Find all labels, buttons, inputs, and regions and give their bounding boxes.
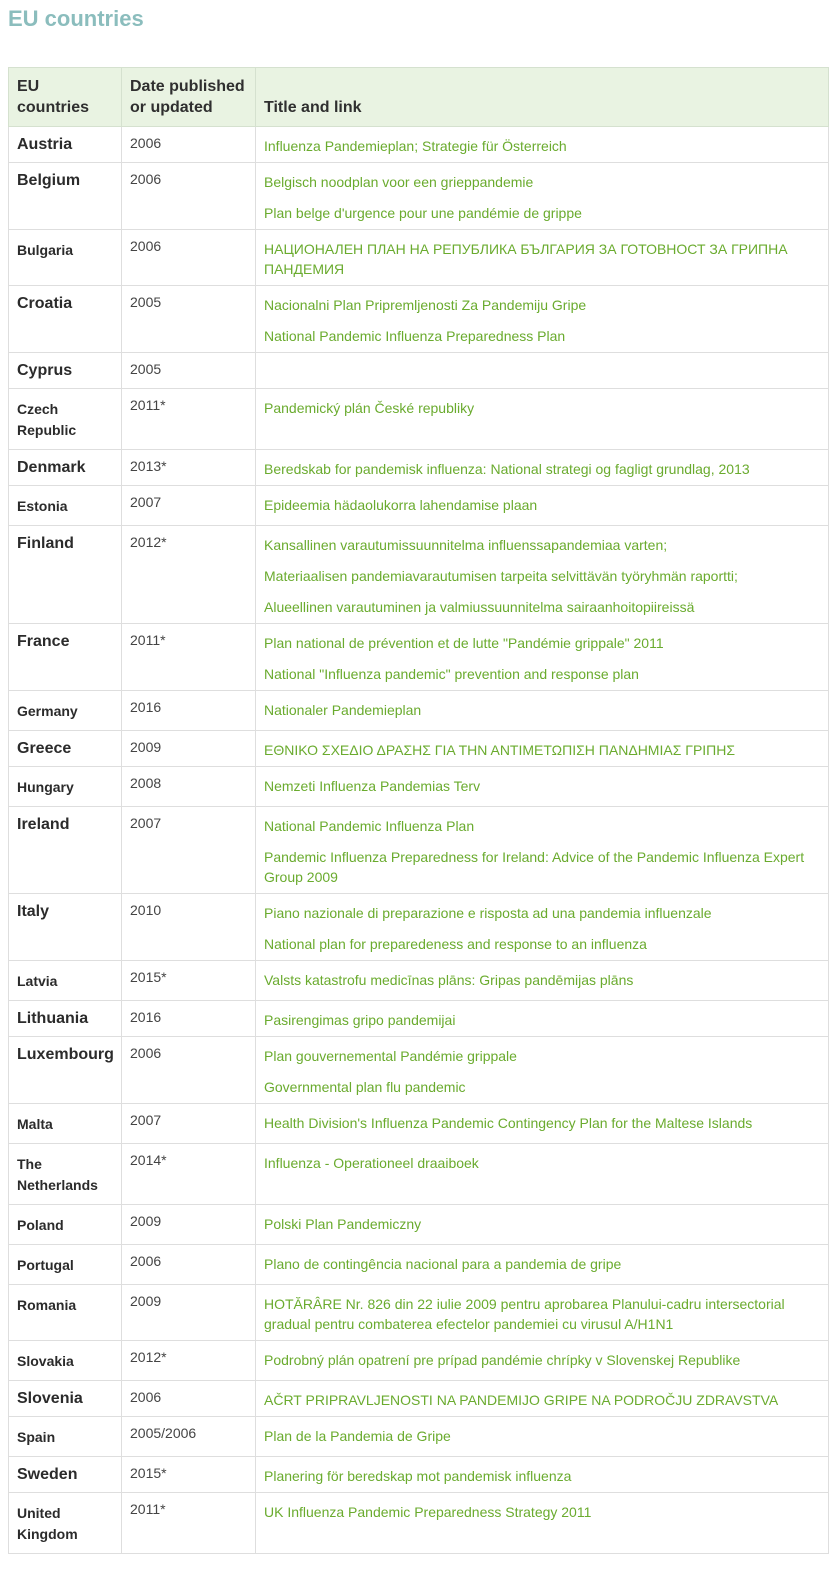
country-cell: Latvia — [9, 961, 122, 1001]
table-body — [9, 127, 829, 1554]
title-links-cell — [256, 894, 829, 961]
table-row — [9, 961, 829, 1001]
title-links-cell — [256, 1037, 829, 1104]
table-row — [9, 286, 829, 353]
country-cell: United Kingdom — [9, 1493, 122, 1554]
date-cell: 2007 — [122, 807, 256, 894]
date-cell: 2006 — [122, 1245, 256, 1285]
plan-link[interactable]: HOTĂRÂRE Nr. 826 din 22 iulie 2009 pentru aprobarea Planului-cadru intersectorial gradual pentru combaterea efectelor pandemiei cu virusul A/H1N1 — [264, 1296, 785, 1332]
date-cell: 2006 — [122, 230, 256, 286]
plan-link[interactable]: Plan national de prévention et de lutte "Pandémie grippale" 2011 — [264, 635, 664, 651]
table-row — [9, 691, 829, 731]
date-cell: 2006 — [122, 1037, 256, 1104]
title-links-cell — [256, 1417, 829, 1457]
country-cell: Estonia — [9, 486, 122, 526]
country-cell: Finland — [9, 526, 122, 624]
title-links-cell — [256, 624, 829, 691]
date-cell: 2016 — [122, 691, 256, 731]
table-row — [9, 731, 829, 767]
country-cell: Germany — [9, 691, 122, 731]
plan-link[interactable]: НАЦИОНАЛЕН ПЛАН НА РЕПУБЛИКА БЪЛГАРИЯ ЗА ГОТОВНОСТ ЗА ГРИПНА ПАНДЕМИЯ — [264, 241, 788, 277]
country-cell: Lithuania — [9, 1001, 122, 1037]
table-row — [9, 450, 829, 486]
table-row — [9, 624, 829, 691]
table-row — [9, 807, 829, 894]
country-cell: Czech Republic — [9, 389, 122, 450]
date-cell: 2015* — [122, 1457, 256, 1493]
table-row — [9, 1381, 829, 1417]
plan-link[interactable]: Materiaalisen pandemiavarautumisen tarpeita selvittävän työryhmän raportti; — [264, 568, 738, 584]
date-cell: 2016 — [122, 1001, 256, 1037]
date-cell: 2005/2006 — [122, 1417, 256, 1457]
table-row — [9, 1144, 829, 1205]
country-cell: Sweden — [9, 1457, 122, 1493]
plan-link[interactable]: Valsts katastrofu medicīnas plāns: Gripas pandēmijas plāns — [264, 972, 634, 988]
country-cell: Bulgaria — [9, 230, 122, 286]
title-links-cell — [256, 1457, 829, 1493]
country-cell: Cyprus — [9, 353, 122, 389]
country-cell: Belgium — [9, 163, 122, 230]
title-links-cell — [256, 1001, 829, 1037]
date-cell: 2011* — [122, 1493, 256, 1554]
title-links-cell — [256, 1493, 829, 1554]
country-cell: Croatia — [9, 286, 122, 353]
table-row — [9, 1417, 829, 1457]
country-cell: Denmark — [9, 450, 122, 486]
plan-link[interactable]: Piano nazionale di preparazione e risposta ad una pandemia influenzale — [264, 905, 712, 921]
title-links-cell — [256, 526, 829, 624]
table-row — [9, 389, 829, 450]
title-links-cell — [256, 1285, 829, 1341]
plan-link[interactable]: Nationaler Pandemieplan — [264, 702, 422, 718]
country-cell: Slovenia — [9, 1381, 122, 1417]
plan-link[interactable]: Podrobný plán opatrení pre prípad pandémie chrípky v Slovenskej Republike — [264, 1352, 741, 1368]
table-row — [9, 230, 829, 286]
table-row — [9, 163, 829, 230]
date-cell: 2007 — [122, 486, 256, 526]
title-links-cell — [256, 1104, 829, 1144]
plan-link[interactable]: Beredskab for pandemisk influenza: National strategi og fagligt grundlag, 2013 — [264, 461, 750, 477]
plan-link[interactable]: National Pandemic Influenza Preparedness Plan — [264, 328, 566, 344]
plan-link[interactable]: Influenza - Operationeel draaiboek — [264, 1155, 479, 1171]
date-cell: 2013* — [122, 450, 256, 486]
table-row — [9, 1001, 829, 1037]
country-cell: Slovakia — [9, 1341, 122, 1381]
plan-link[interactable]: Nemzeti Influenza Pandemias Terv — [264, 778, 481, 794]
title-links-cell — [256, 691, 829, 731]
table-header-row — [9, 68, 829, 127]
title-links-cell — [256, 1381, 829, 1417]
date-cell: 2006 — [122, 1381, 256, 1417]
table-row — [9, 526, 829, 624]
country-cell: Italy — [9, 894, 122, 961]
title-links-cell — [256, 450, 829, 486]
country-cell: Poland — [9, 1205, 122, 1245]
date-cell: 2012* — [122, 526, 256, 624]
table-row — [9, 1493, 829, 1554]
plan-link[interactable]: Plano de contingência nacional para a pandemia de gripe — [264, 1256, 622, 1272]
table-row — [9, 1285, 829, 1341]
date-cell: 2011* — [122, 389, 256, 450]
date-cell: 2009 — [122, 1285, 256, 1341]
table-row — [9, 767, 829, 807]
title-links-cell — [256, 1144, 829, 1205]
date-cell: 2007 — [122, 1104, 256, 1144]
table-row — [9, 353, 829, 389]
plan-link[interactable]: Plan belge d'urgence pour une pandémie de grippe — [264, 205, 582, 221]
plan-link[interactable]: Pandemic Influenza Preparedness for Ireland: Advice of the Pandemic Influenza Expert Group 2009 — [264, 849, 805, 885]
country-cell: Spain — [9, 1417, 122, 1457]
title-links-cell — [256, 767, 829, 807]
date-cell: 2005 — [122, 286, 256, 353]
title-links-cell — [256, 286, 829, 353]
date-cell: 2015* — [122, 961, 256, 1001]
date-cell: 2014* — [122, 1144, 256, 1205]
title-links-cell — [256, 127, 829, 163]
plan-link[interactable]: Nacionalni Plan Pripremljenosti Za Pandemiju Gripe — [264, 297, 587, 313]
table-row — [9, 1037, 829, 1104]
table-row — [9, 1245, 829, 1285]
plan-link[interactable]: Pandemický plán České republiky — [264, 400, 475, 416]
country-cell: Luxembourg — [9, 1037, 122, 1104]
country-cell: The Netherlands — [9, 1144, 122, 1205]
plan-link[interactable]: Health Division's Influenza Pandemic Contingency Plan for the Maltese Islands — [264, 1115, 753, 1131]
plan-link[interactable]: AČRT PRIPRAVLJENOSTI NA PANDEMIJO GRIPE NA PODROČJU ZDRAVSTVA — [264, 1392, 779, 1408]
date-cell: 2009 — [122, 1205, 256, 1245]
date-cell: 2011* — [122, 624, 256, 691]
title-links-cell — [256, 1341, 829, 1381]
country-cell: Austria — [9, 127, 122, 163]
plan-link[interactable]: Governmental plan flu pandemic — [264, 1079, 466, 1095]
plan-link[interactable]: Plan gouvernemental Pandémie grippale — [264, 1048, 517, 1064]
country-cell: Portugal — [9, 1245, 122, 1285]
column-header-title: Title and link — [256, 68, 829, 127]
title-links-cell — [256, 1245, 829, 1285]
plan-link[interactable]: UK Influenza Pandemic Preparedness Strategy 2011 — [264, 1504, 592, 1520]
title-links-cell — [256, 389, 829, 450]
plan-link[interactable]: Plan de la Pandemia de Gripe — [264, 1428, 451, 1444]
country-cell: Ireland — [9, 807, 122, 894]
table-row — [9, 1341, 829, 1381]
plan-link[interactable]: National plan for preparedeness and response to an influenza — [264, 936, 647, 952]
date-cell: 2012* — [122, 1341, 256, 1381]
title-links-cell — [256, 230, 829, 286]
country-cell: Hungary — [9, 767, 122, 807]
country-cell: Romania — [9, 1285, 122, 1341]
date-cell: 2005 — [122, 353, 256, 389]
title-links-cell — [256, 961, 829, 1001]
plan-link[interactable]: Kansallinen varautumissuunnitelma influenssapandemiaa varten; — [264, 537, 668, 553]
date-cell: 2008 — [122, 767, 256, 807]
table-row — [9, 894, 829, 961]
plan-link[interactable]: Alueellinen varautuminen ja valmiussuunnitelma sairaanhoitopiireissä — [264, 599, 695, 615]
plan-link[interactable]: National Pandemic Influenza Plan — [264, 818, 475, 834]
country-cell: France — [9, 624, 122, 691]
plan-link[interactable]: National "Influenza pandemic" prevention and response plan — [264, 666, 639, 682]
table-row — [9, 1104, 829, 1144]
column-header-date: Date published or updated — [122, 68, 256, 127]
eu-countries-table — [8, 67, 829, 1554]
title-links-cell — [256, 163, 829, 230]
plan-link[interactable]: Planering för beredskap mot pandemisk influenza — [264, 1468, 572, 1484]
table-row — [9, 127, 829, 163]
column-header-country: EU countries — [9, 68, 122, 127]
title-links-cell — [256, 807, 829, 894]
date-cell: 2009 — [122, 731, 256, 767]
plan-link[interactable]: Influenza Pandemieplan; Strategie für Österreich — [264, 138, 567, 154]
country-cell: Malta — [9, 1104, 122, 1144]
plan-link[interactable]: ΕΘΝΙΚΟ ΣΧΕΔΙΟ ΔΡΑΣΗΣ ΓΙΑ ΤΗΝ ΑΝΤΙΜΕΤΩΠΙΣΗ ΠΑΝΔΗΜΙΑΣ ΓΡΙΠΗΣ — [264, 742, 736, 758]
country-cell: Greece — [9, 731, 122, 767]
table-row — [9, 486, 829, 526]
table-row — [9, 1205, 829, 1245]
page-title: EU countries — [8, 6, 144, 31]
title-links-cell — [256, 353, 829, 389]
date-cell: 2006 — [122, 163, 256, 230]
title-links-cell — [256, 486, 829, 526]
title-links-cell — [256, 1205, 829, 1245]
plan-link[interactable]: Polski Plan Pandemiczny — [264, 1216, 422, 1232]
plan-link[interactable]: Pasirengimas gripo pandemijai — [264, 1012, 456, 1028]
plan-link[interactable]: Belgisch noodplan voor een grieppandemie — [264, 174, 534, 190]
date-cell: 2010 — [122, 894, 256, 961]
date-cell: 2006 — [122, 127, 256, 163]
plan-link[interactable]: Epideemia hädaolukorra lahendamise plaan — [264, 497, 538, 513]
title-links-cell — [256, 731, 829, 767]
table-row — [9, 1457, 829, 1493]
